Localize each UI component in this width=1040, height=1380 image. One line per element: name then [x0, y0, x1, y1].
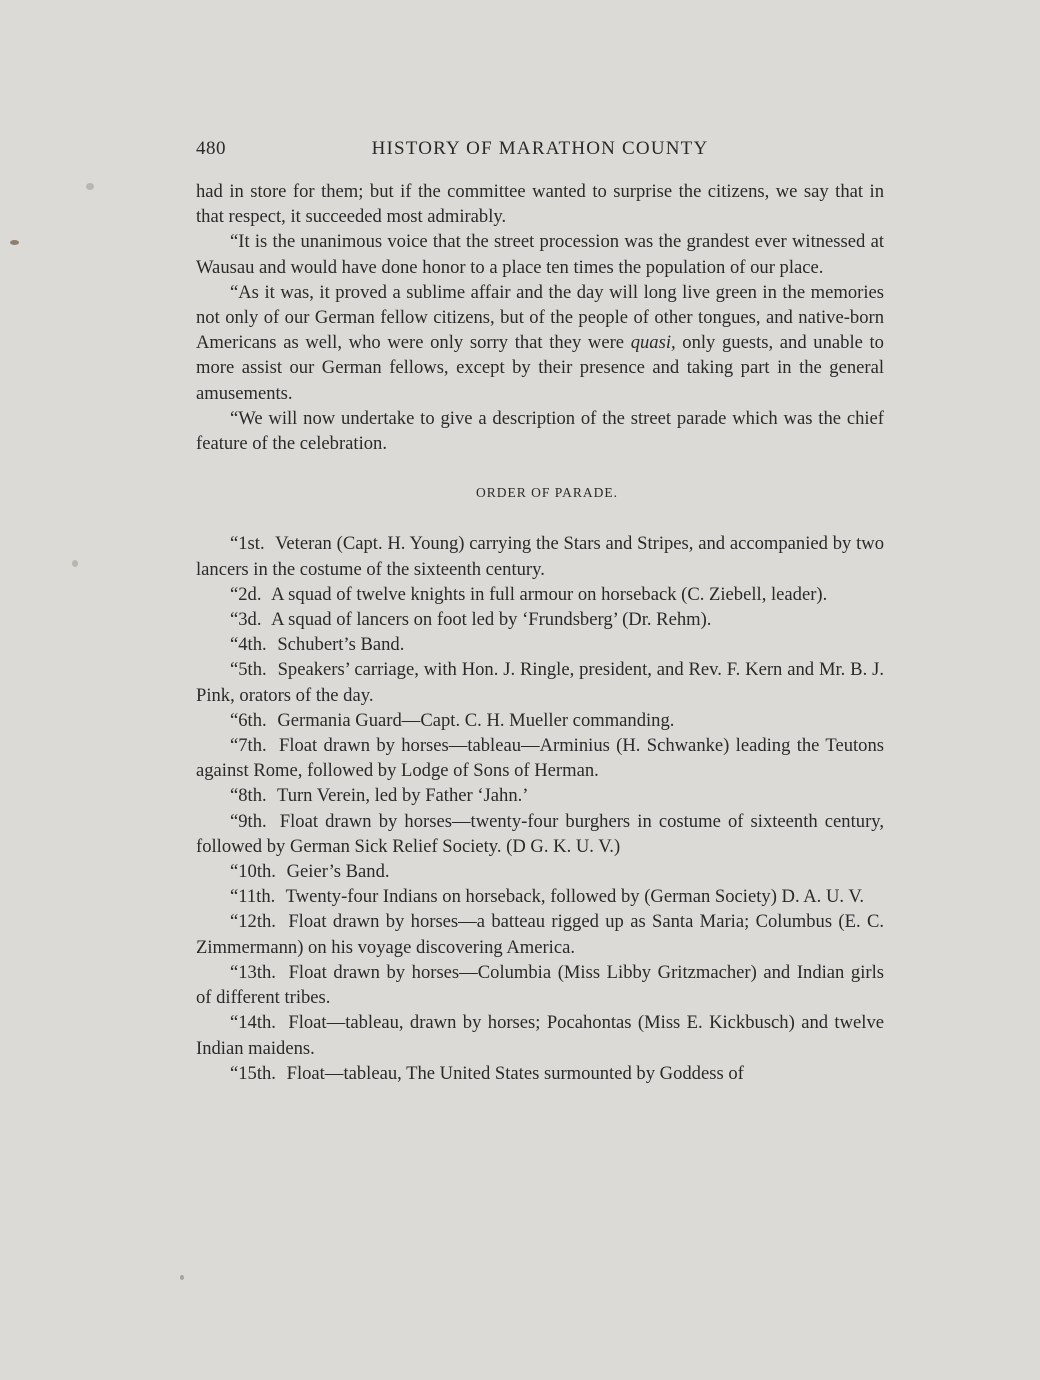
italic-text: quasi,: [630, 332, 676, 354]
running-head: HISTORY OF MARATHON COUNTY: [371, 138, 709, 159]
item-number: “1st.: [230, 533, 265, 555]
parade-item: [196, 708, 884, 733]
item-number: “12th.: [230, 911, 276, 933]
parade-item: [196, 884, 884, 909]
page-number: 480: [196, 138, 226, 159]
item-text: Turn Verein, led by Father ‘Jahn.’: [276, 785, 529, 807]
item-text: A squad of twelve knights in full armour on horseback (C. Ziebell, leader).: [271, 583, 828, 605]
item-number: “7th.: [230, 735, 267, 757]
parade-item: [196, 531, 884, 581]
parade-item: [196, 809, 884, 859]
item-text: Float drawn by horses—a batteau rigged up as Santa Maria; Columbus (E. C. Zimmermann) on his voyage discovering America.: [196, 911, 884, 958]
paragraph: “We will now undertake to give a description of the street parade which was the chief feature of the celebration.: [196, 407, 884, 455]
paragraph-text: “As it was, it proved a sublime affair and the day will long live green in the memories not only of our German fellow citizens, but of the people of other tongues, and native-born Americans as well, who were only sorry that they were: [196, 281, 884, 354]
parade-item: [196, 859, 884, 884]
paragraph: had in store for them; but if the committee wanted to surprise the citizens, we say that in that respect, it succeeded most admirably.: [196, 181, 884, 228]
item-number: “2d.: [230, 583, 262, 605]
paragraph: “It is the unanimous voice that the street procession was the grandest ever witnessed at Wausau and would have done honor to a place ten times the population of our place.: [196, 231, 884, 278]
item-number: “10th.: [230, 861, 276, 883]
item-text: Schubert’s Band.: [277, 634, 405, 656]
parade-item: [196, 909, 884, 959]
item-text: Geier’s Band.: [286, 861, 390, 883]
item-text: A squad of lancers on foot led by ‘Frundsberg’ (Dr. Rehm).: [271, 609, 712, 631]
parade-item: [196, 607, 884, 632]
paragraph-text: only guests, and unable to more assist our German fellows, except by their presence and taking part in the general amusements.: [196, 332, 884, 404]
item-number: “5th.: [230, 659, 267, 681]
paper-speck: [180, 1275, 184, 1280]
item-number: “8th.: [230, 785, 267, 807]
paper-speck: [10, 240, 19, 245]
item-text: Float drawn by horses—twenty-four burghers in costume of sixteenth century, followed by German Sick Relief Society. (D G. K. U. V.): [196, 810, 884, 857]
item-number: “15th.: [230, 1062, 276, 1084]
item-number: “14th.: [230, 1012, 276, 1034]
item-text: Veteran (Capt. H. Young) carrying the Stars and Stripes, and accompanied by two lancers in the costume of the sixteenth century.: [196, 533, 884, 580]
item-text: Float drawn by horses—Columbia (Miss Libby Gritzmacher) and Indian girls of different tribes.: [196, 961, 884, 1009]
paragraph: [196, 280, 884, 406]
item-number: “13th.: [230, 961, 276, 983]
item-number: “6th.: [230, 709, 267, 731]
item-text: Speakers’ carriage, with Hon. J. Ringle, president, and Rev. F. Kern and Mr. B. J. Pink, orators of the day.: [196, 659, 884, 706]
parade-item: [196, 1010, 884, 1060]
parade-item: [196, 632, 884, 657]
item-number: “4th.: [230, 634, 267, 656]
parade-item: [196, 582, 884, 607]
paper-speck: [72, 560, 78, 567]
item-text: Float—tableau, The United States surmounted by Goddess of: [286, 1062, 744, 1084]
item-number: “3d.: [230, 609, 262, 631]
item-number: “11th.: [230, 886, 276, 908]
parade-item: [196, 733, 884, 783]
item-number: “9th.: [230, 810, 267, 832]
page-body: [196, 179, 884, 1086]
item-text: Twenty-four Indians on horseback, followed by (German Society) D. A. U. V.: [285, 886, 865, 908]
parade-item: [196, 1061, 884, 1086]
item-text: Germania Guard—Capt. C. H. Mueller commanding.: [277, 709, 675, 731]
parade-item: [196, 783, 884, 808]
page-header: [196, 138, 884, 164]
parade-item: [196, 960, 884, 1010]
parade-item: [196, 657, 884, 707]
section-heading: ORDER OF PARADE.: [476, 485, 618, 501]
item-text: Float drawn by horses—tableau—Arminius (H. Schwanke) leading the Teutons against Rome, followed by Lodge of Sons of Herman.: [196, 735, 885, 782]
item-text: Float—tableau, drawn by horses; Pocahontas (Miss E. Kickbusch) and twelve Indian maidens.: [196, 1012, 884, 1059]
paper-speck: [86, 183, 94, 190]
